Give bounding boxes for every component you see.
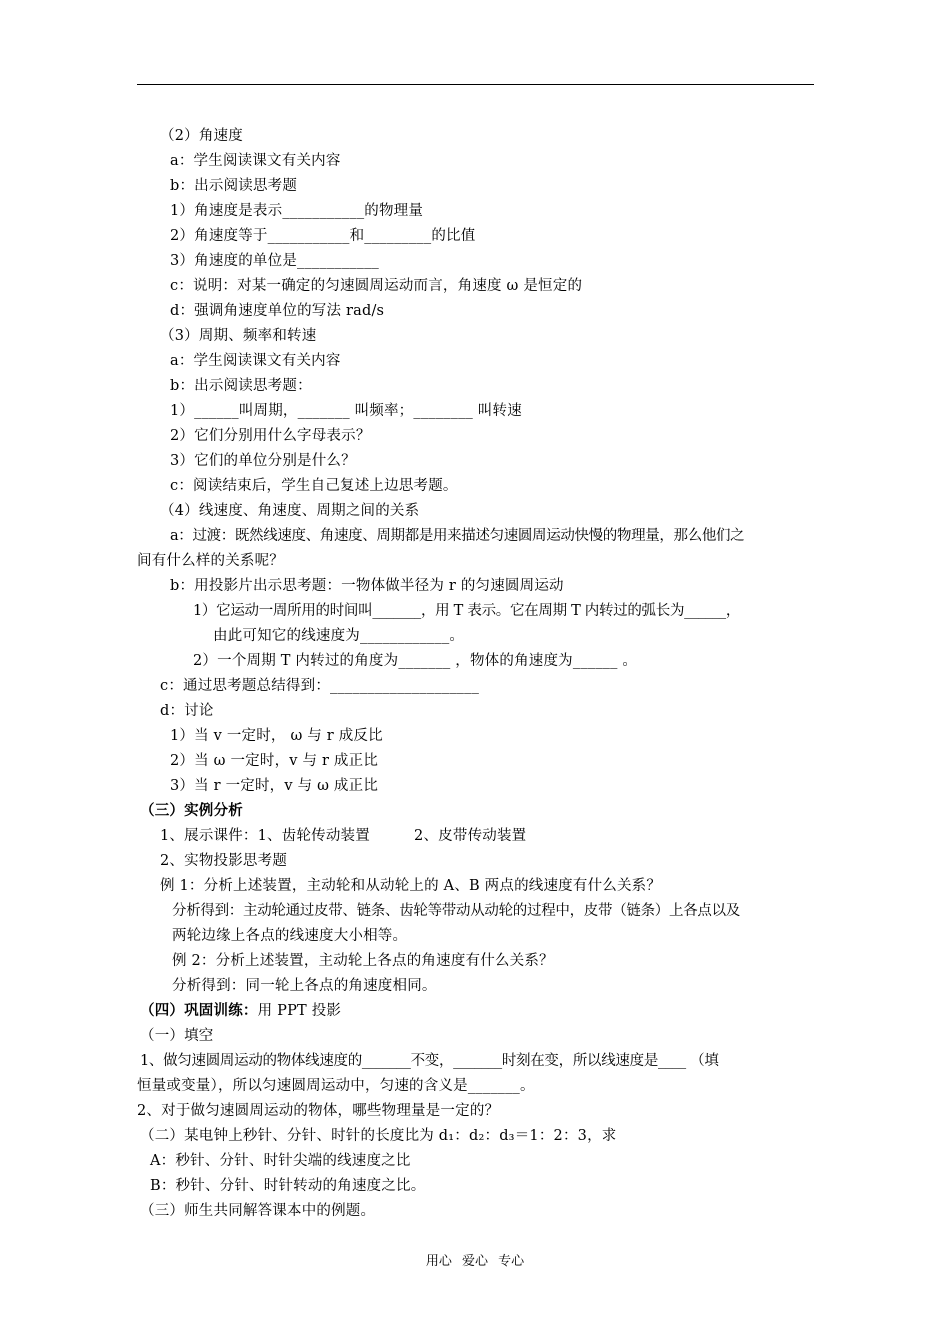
text-line: a：过渡：既然线速度、角速度、周期都是用来描述匀速圆周运动快慢的物理量，那么他们之 bbox=[170, 528, 745, 544]
question-line: 2）一个周期 T 内转过的角度为_______ ，物体的角速度为______ 。 bbox=[193, 653, 638, 669]
text-line: b：用投影片出示思考题：一物体做半径为 r 的匀速圆周运动 bbox=[170, 578, 564, 594]
question-line: 3）角速度的单位是___________ bbox=[170, 253, 379, 269]
text-line: b：出示阅读思考题 bbox=[170, 178, 298, 194]
text-line: a：学生阅读课文有关内容 bbox=[170, 153, 341, 169]
section-heading-relations: （4）线速度、角速度、周期之间的关系 bbox=[160, 503, 420, 519]
question-line: 3）它们的单位分别是什么？ bbox=[170, 453, 356, 469]
exercise-line: 2、对于做匀速圆周运动的物体，哪些物理量是一定的？ bbox=[137, 1103, 500, 1119]
text-line: a：学生阅读课文有关内容 bbox=[170, 353, 341, 369]
question-line: 2）它们分别用什么字母表示？ bbox=[170, 428, 371, 444]
question-line: 1）它运动一周所用的时间叫_______，用 T 表示。它在周期 T 内转过的弧长为______， bbox=[193, 603, 741, 619]
practice-heading-bold: （四）巩固训练： bbox=[140, 1002, 258, 1019]
text-line: c：阅读结束后，学生自己复述上边思考题。 bbox=[170, 478, 458, 494]
section-heading-examples: （三）实例分析 bbox=[140, 802, 243, 819]
analysis-line: 分析得到：主动轮通过皮带、链条、齿轮等带动从动轮的过程中，皮带（链条）上各点以及 bbox=[172, 903, 740, 919]
header-rule bbox=[137, 84, 814, 85]
example-line: 例 1：分析上述装置，主动轮和从动轮上的 A、B 两点的线速度有什么关系？ bbox=[160, 878, 662, 894]
text-line: 间有什么样的关系呢？ bbox=[137, 553, 284, 569]
exercise-line: B：秒针、分针、时针转动的角速度之比。 bbox=[150, 1178, 426, 1194]
analysis-line: 分析得到：同一轮上各点的角速度相同。 bbox=[172, 978, 437, 994]
analysis-line: 两轮边缘上各点的线速度大小相等。 bbox=[172, 928, 408, 944]
practice-heading-text: 用 PPT 投影 bbox=[257, 1003, 342, 1019]
subsection-heading: （三）师生共同解答课本中的例题。 bbox=[140, 1203, 376, 1219]
subsection-heading: （一）填空 bbox=[140, 1028, 214, 1044]
exercise-line: 恒量或变量），所以匀速圆周运动中，匀速的含义是_______。 bbox=[137, 1078, 535, 1094]
text-line: d：讨论 bbox=[160, 703, 214, 719]
text-line: 2、实物投影思考题 bbox=[160, 853, 288, 869]
section-heading-practice bbox=[140, 1000, 341, 1022]
section-heading-period: （3）周期、频率和转速 bbox=[160, 328, 317, 344]
section-heading-angular-velocity: （2）角速度 bbox=[160, 128, 243, 144]
text-line: b：出示阅读思考题： bbox=[170, 378, 312, 394]
exercise-line: A：秒针、分针、时针尖端的线速度之比 bbox=[150, 1153, 411, 1169]
page-footer: 用心 爱心 专心 bbox=[425, 1254, 525, 1269]
example-line: 例 2：分析上述装置，主动轮上各点的角速度有什么关系？ bbox=[172, 953, 554, 969]
discussion-item: 1）当 v 一定时， ω 与 r 成反比 bbox=[170, 728, 383, 744]
text-line: 1、展示课件：1、齿轮传动装置 2、皮带传动装置 bbox=[160, 828, 527, 844]
subsection-heading: （二）某电钟上秒针、分针、时针的长度比为 d₁：d₂：d₃＝1：2：3，求 bbox=[140, 1128, 617, 1144]
text-line: d：强调角速度单位的写法 rad/s bbox=[170, 303, 385, 319]
text-line: c：通过思考题总结得到：____________________ bbox=[160, 678, 480, 694]
question-line: 1）角速度是表示___________的物理量 bbox=[170, 203, 424, 219]
exercise-line: 1、做匀速圆周运动的物体线速度的_______不变，_______时刻在变，所以线速度是____ （填 bbox=[140, 1053, 719, 1069]
question-line: 2）角速度等于___________和_________的比值 bbox=[170, 228, 476, 244]
question-line: 1）______叫周期，_______ 叫频率；________ 叫转速 bbox=[170, 403, 522, 419]
question-line: 由此可知它的线速度为____________。 bbox=[213, 628, 465, 644]
text-line: c：说明：对某一确定的匀速圆周运动而言，角速度 ω 是恒定的 bbox=[170, 278, 583, 294]
discussion-item: 2）当 ω 一定时，v 与 r 成正比 bbox=[170, 753, 379, 769]
discussion-item: 3）当 r 一定时，v 与 ω 成正比 bbox=[170, 778, 379, 794]
